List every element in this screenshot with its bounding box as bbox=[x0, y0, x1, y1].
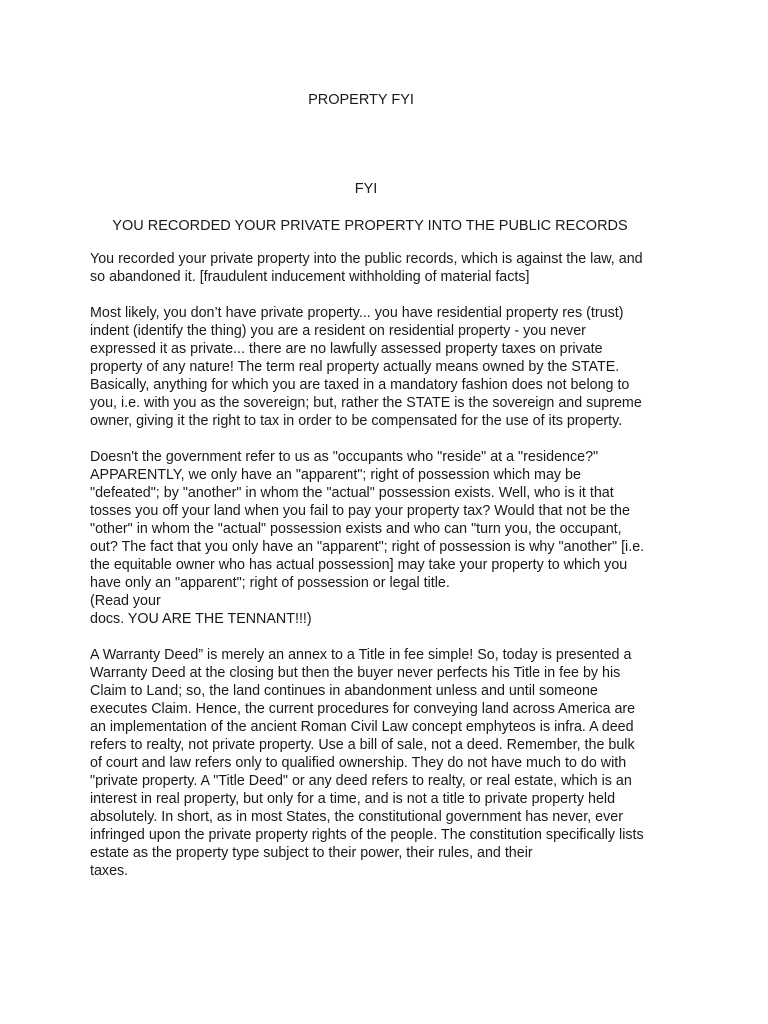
paragraph-2: Most likely, you don’t have private property... you have residential property res (trust) indent (identify the thing) you are a resident on residential property - you never expressed it as private... there are no lawfully assessed property taxes on private property of any nature! The term real property actually means owned by the STATE. Basically, anything for which you are taxed in a mandatory fashion does not belong to you, i.e. with you as the sovereign; but, rather the STATE is the sovereign and supreme owner, giving it the right to tax in order to be compensated for the use of its property. bbox=[90, 305, 642, 429]
section-heading: YOU RECORDED YOUR PRIVATE PROPERTY INTO THE PUBLIC RECORDS bbox=[112, 218, 628, 234]
document-subtitle: FYI bbox=[354, 181, 378, 197]
paragraph-3: Doesn't the government refer to us as "occupants who "reside" at a "residence?" APPARENTLY, we only have an "apparent"; right of possession which may be "defeated"; by "another" in whom the "actual" possession exists. Well, who is it that tosses you off your land when you fail to pay your property tax? Would that not be the "other" in whom the "actual" possession exists and who can "turn you, the occupant, out? The fact that you only have an "apparent"; right of possession is why "another" [i.e. the equitable owner who has actual possession] may take your property to which you have only an "apparent"; right of possession or legal title. (Read your docs. YOU ARE THE TENNANT!!!) bbox=[90, 449, 645, 627]
paragraph-1: You recorded your private property into the public records, which is against the law, and so abandoned it. [fraudulent inducement withholding of material facts] bbox=[90, 251, 643, 285]
paragraph-4: A Warranty Deed” is merely an annex to a Title in fee simple! So, today is presented a Warranty Deed at the closing but then the buyer never perfects his Title in fee by his Claim to Land; so, the land continues in abandonment unless and until someone executes Claim. Hence, the current procedures for conveying land across America are an implementation of the ancient Roman Civil Law concept emphyteos is infra. A deed refers to realty, not private property. Use a bill of sale, not a deed. Remember, the bulk of court and law refers only to qualified ownership. They do not have much to do with "private property. A "Title Deed" or any deed refers to realty, or real estate, which is an interest in real property, but only for a time, and is not a title to private property held absolutely. In short, as in most States, the constitutional government has never, ever infringed upon the private property rights of the people. The constitution specifically lists estate as the property type subject to their power, their rules, and their taxes. bbox=[90, 647, 644, 879]
document-title: PROPERTY FYI bbox=[308, 92, 414, 108]
document-body bbox=[90, 250, 650, 898]
